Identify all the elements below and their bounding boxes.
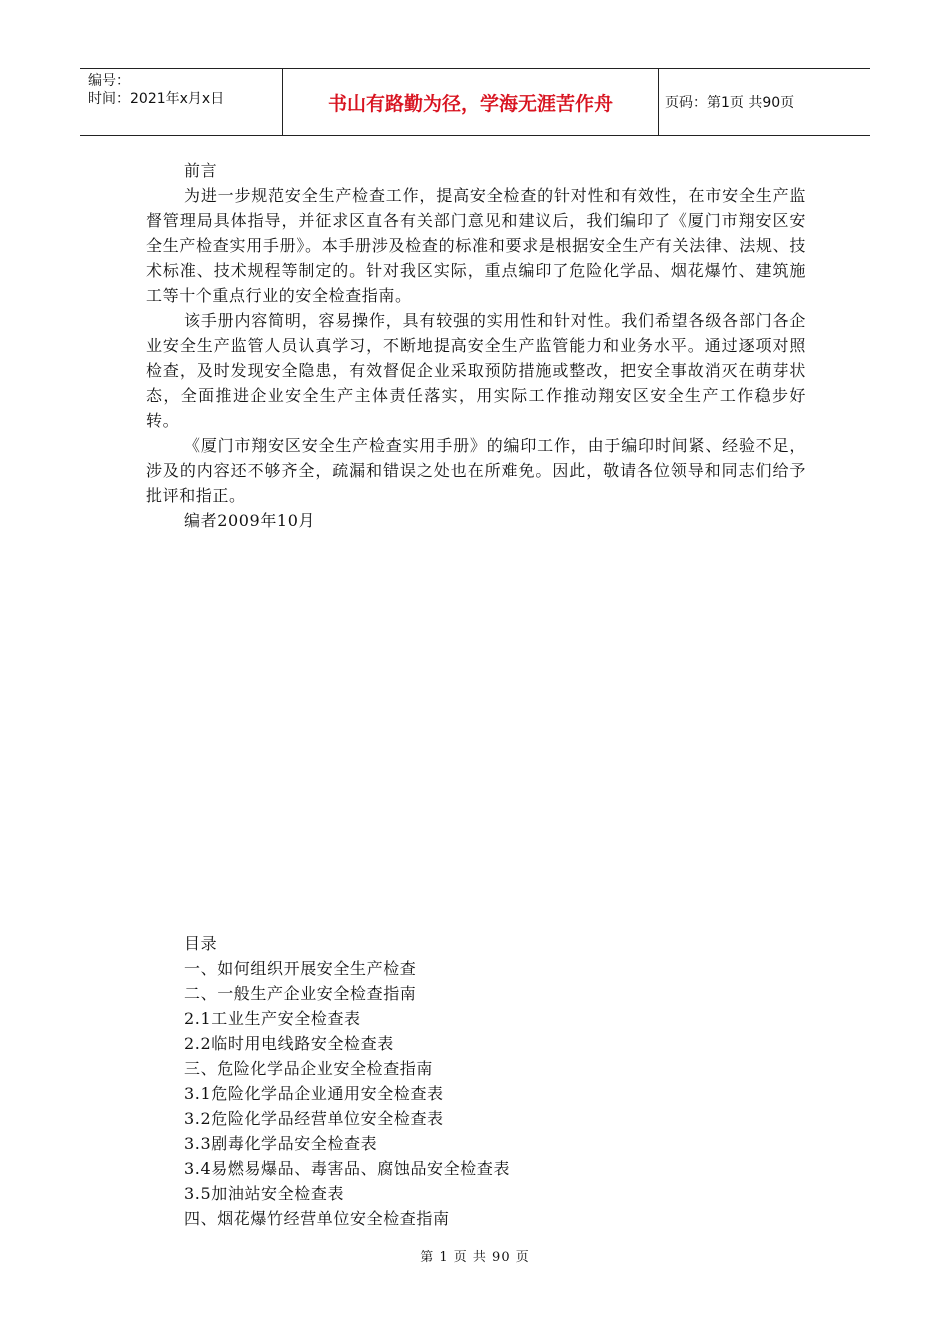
toc-item[interactable]: 2.1工业生产安全检查表 — [184, 1009, 361, 1028]
toc-item[interactable]: 一、如何组织开展安全生产检查 — [184, 959, 417, 978]
header-page-info: 页码：第1页 共90页 — [665, 95, 795, 111]
toc-item[interactable]: 三、危险化学品企业安全检查指南 — [184, 1059, 434, 1078]
toc-item[interactable]: 3.1危险化学品企业通用安全检查表 — [184, 1084, 444, 1103]
toc-item[interactable]: 四、烟花爆竹经营单位安全检查指南 — [184, 1209, 450, 1228]
preface-section — [146, 158, 806, 533]
toc-item[interactable]: 3.5加油站安全检查表 — [184, 1184, 345, 1203]
toc-item[interactable]: 3.4易燃易爆品、毒害品、腐蚀品安全检查表 — [184, 1159, 511, 1178]
toc-item[interactable]: 2.2临时用电线路安全检查表 — [184, 1034, 394, 1053]
document-date: 时间：2021年x月x日 — [88, 91, 225, 107]
toc-item[interactable]: 3.3剧毒化学品安全检查表 — [184, 1134, 378, 1153]
document-number-label: 编号： — [88, 73, 130, 89]
preface-paragraph: 该手册内容简明，容易操作，具有较强的实用性和针对性。我们希望各级各部门各企业安全生产监管人员认真学习，不断地提高安全生产监管能力和业务水平。通过逐项对照检查，及时发现安全隐患，有效督促企业采取预防措施或整改，把安全事故消灭在萌芽状态，全面推进企业安全生产主体责任落实，用实际工作推动翔安区安全生产工作稳步好转。 — [146, 311, 806, 430]
document-header — [80, 68, 870, 136]
header-meta-cell — [80, 69, 283, 135]
header-motto: 书山有路勤为径，学海无涯苦作舟 — [283, 69, 659, 135]
table-of-contents — [184, 931, 744, 1231]
preface-paragraph: 为进一步规范安全生产检查工作，提高安全检查的针对性和有效性，在市安全生产监督管理局具体指导，并征求区直各有关部门意见和建议后，我们编印了《厦门市翔安区安全生产检查实用手册》。本手册涉及检查的标准和要求是根据安全生产有关法律、法规、技术标准、技术规程等制定的。针对我区实际，重点编印了危险化学品、烟花爆竹、建筑施工等十个重点行业的安全检查指南。 — [146, 186, 806, 305]
preface-signature: 编者2009年10月 — [184, 511, 316, 530]
toc-title: 目录 — [184, 934, 218, 953]
preface-paragraph: 《厦门市翔安区安全生产检查实用手册》的编印工作，由于编印时间紧、经验不足，涉及的内容还不够齐全，疏漏和错误之处也在所难免。因此，敬请各位领导和同志们给予批评和指正。 — [146, 436, 806, 505]
toc-item[interactable]: 3.2危险化学品经营单位安全检查表 — [184, 1109, 444, 1128]
preface-title: 前言 — [184, 161, 218, 180]
page-footer: 第 1 页 共 90 页 — [420, 1250, 530, 1265]
toc-item[interactable]: 二、一般生产企业安全检查指南 — [184, 984, 417, 1003]
